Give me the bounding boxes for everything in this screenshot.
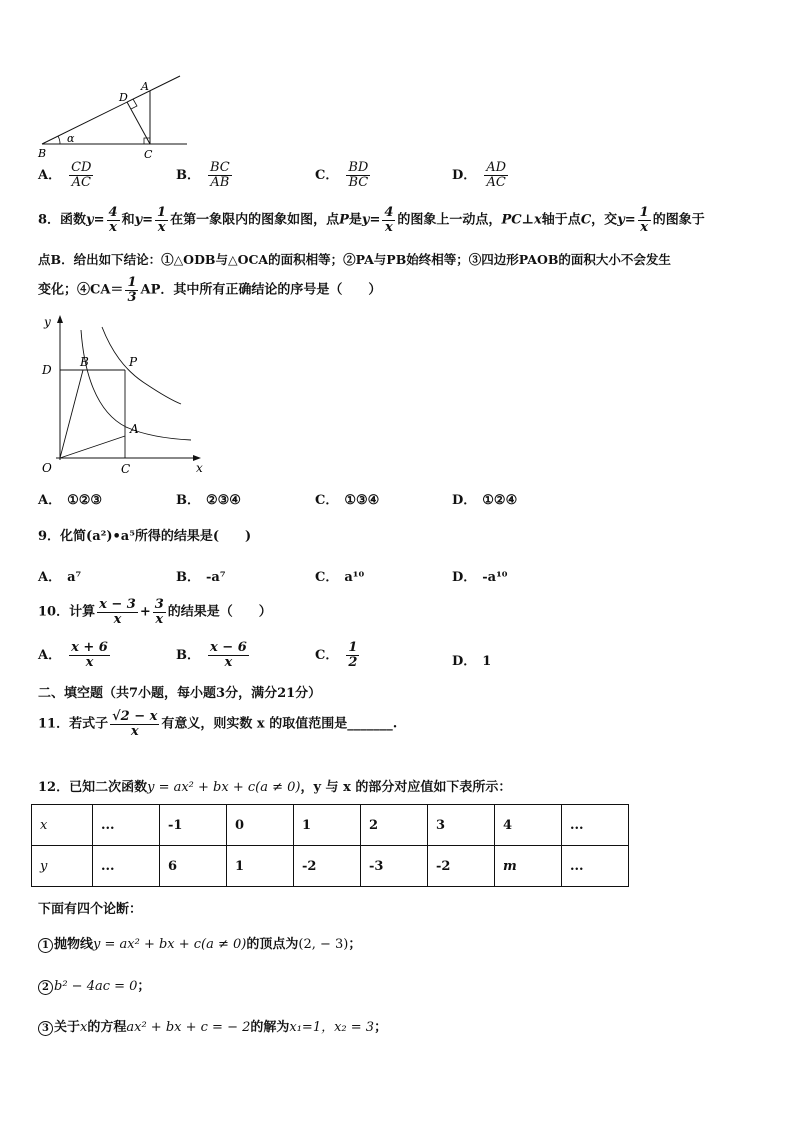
- label-b: B: [38, 147, 47, 160]
- q9-stem: 9．化简(a²)•a⁵所得的结果是( ): [38, 529, 252, 544]
- label-b: B: [80, 355, 89, 369]
- table-cell: m: [495, 846, 562, 887]
- formula: y = ax² + bx + c(a ≠ 0): [93, 937, 247, 952]
- option-letter: C．: [315, 493, 339, 508]
- table-cell: -3: [361, 846, 428, 887]
- table-cell: 6: [160, 846, 227, 887]
- text: 关于: [54, 1020, 81, 1035]
- text: 的方程: [87, 1020, 127, 1035]
- option-letter: D．: [452, 570, 477, 585]
- numerator: 1: [639, 205, 649, 220]
- denominator: x: [640, 219, 649, 235]
- option-text: ①②④: [482, 493, 518, 508]
- q10-stem: [38, 598, 272, 626]
- text: ；: [348, 937, 362, 952]
- text: 轴于点: [541, 212, 581, 228]
- q12-statement-1: [38, 933, 361, 953]
- right-angle-d: [131, 99, 137, 109]
- q9-option-a[interactable]: [38, 566, 81, 585]
- table-cell: ...: [562, 805, 629, 846]
- denominator: x: [155, 611, 164, 627]
- label-o: O: [42, 461, 52, 475]
- option-letter: A．: [38, 493, 62, 508]
- label-d: D: [119, 91, 128, 104]
- table-cell: ...: [93, 846, 160, 887]
- option-letter: B．: [176, 167, 200, 183]
- plus: +: [139, 604, 151, 620]
- text: 12．已知二次函数: [38, 780, 148, 795]
- denominator: x: [157, 219, 166, 235]
- label-p: P: [129, 355, 138, 369]
- denominator: AC: [71, 174, 91, 190]
- denominator: x: [224, 654, 233, 670]
- q9-option-d[interactable]: [452, 566, 508, 585]
- table-cell: ...: [93, 805, 160, 846]
- text: C: [580, 212, 592, 228]
- numerator: x − 6: [210, 640, 247, 655]
- text: ，y 与 x 的部分对应值如下表所示：: [300, 780, 512, 795]
- q7-option-a[interactable]: [38, 161, 95, 189]
- denominator: 3: [127, 289, 137, 305]
- option-letter: D．: [452, 167, 477, 183]
- denominator: x: [85, 654, 94, 670]
- q12-statement-2: [38, 975, 150, 995]
- angle-arc: [58, 136, 60, 144]
- text: ；: [137, 979, 151, 994]
- q9-option-c[interactable]: [315, 566, 364, 585]
- q12-statement-3: [38, 1016, 387, 1036]
- circled-number-1: 1: [38, 938, 53, 953]
- line-ob: [60, 370, 83, 458]
- numerator: 1: [127, 275, 137, 290]
- option-text: -a¹⁰: [482, 570, 508, 585]
- numerator: x + 6: [71, 640, 108, 655]
- q12-judge-title: 下面有四个论断：: [38, 902, 143, 917]
- option-text: a¹⁰: [344, 570, 365, 585]
- option-letter: D．: [452, 493, 477, 508]
- text: P: [339, 212, 349, 228]
- table-cell: -2: [428, 846, 495, 887]
- text: 和: [121, 212, 135, 228]
- text: 11．若式子: [38, 716, 109, 732]
- option-letter: C．: [315, 570, 339, 585]
- text: 抛物线: [54, 937, 94, 952]
- table-cell: y: [32, 846, 93, 887]
- label-y: y: [44, 315, 51, 329]
- numerator: √2 − x: [112, 709, 158, 724]
- line-ba: [42, 76, 180, 144]
- option-letter: A．: [38, 570, 62, 585]
- denominator: BC: [348, 174, 369, 190]
- option-text: a⁷: [67, 570, 82, 585]
- label-a: A: [141, 80, 149, 93]
- curve-4x: [102, 327, 181, 404]
- text: 的图象于: [652, 212, 705, 228]
- option-letter: B．: [176, 493, 200, 508]
- q8-line3: [38, 276, 381, 304]
- numerator: 4: [108, 205, 118, 220]
- label-d: D: [42, 363, 52, 377]
- text: AP．其中所有正确结论的序号是（ ）: [140, 282, 382, 298]
- denominator: AC: [486, 174, 506, 190]
- q10-option-b[interactable]: [176, 641, 251, 669]
- denominator: 2: [348, 654, 358, 670]
- formula: x₁=1，x₂ = 3: [289, 1020, 375, 1035]
- table-cell: -2: [294, 846, 361, 887]
- formula: b² − 4ac = 0: [54, 979, 138, 994]
- q11-stem: [38, 710, 397, 738]
- q8-line1: 8．函数y= $\frac{4}{x}$ 和y= $\frac{1}{x}$ 在第一象限内的图象如图，点P是y= $\frac{4}{x}$ 的图象上一动点，PC⊥x轴于点C，交y= $\frac{1}{x}$ 的图象于: [38, 205, 705, 235]
- option-letter: B．: [176, 570, 200, 585]
- q8-option-b[interactable]: [176, 489, 241, 508]
- option-letter: C．: [315, 647, 339, 663]
- text: 的解为: [250, 1020, 290, 1035]
- text: 的顶点为: [246, 937, 299, 952]
- text: ；: [374, 1020, 388, 1035]
- q8-figure: [36, 312, 208, 480]
- numerator: 3: [154, 597, 164, 612]
- table-cell: 1: [227, 846, 294, 887]
- text: 8．函数: [38, 212, 87, 228]
- q7-figure: [30, 70, 200, 162]
- label-c: C: [121, 462, 131, 476]
- denominator: x: [130, 723, 139, 739]
- denominator: x: [113, 611, 122, 627]
- y-arrow: [57, 315, 63, 323]
- q12-stem: [38, 776, 511, 795]
- table-row: [32, 846, 629, 887]
- label-x: x: [196, 461, 203, 475]
- q8-option-d[interactable]: [452, 489, 517, 508]
- label-alpha: α: [67, 132, 75, 145]
- label-a: A: [130, 422, 139, 436]
- text: 有意义，则实数 x 的取值范围是_______.: [161, 716, 398, 732]
- option-text: 1: [482, 654, 492, 669]
- q10-option-a[interactable]: [38, 641, 112, 669]
- table-cell: 4: [495, 805, 562, 846]
- denominator: AB: [210, 174, 230, 190]
- option-text: ②③④: [206, 493, 241, 508]
- formula: ax² + bx + c = − 2: [126, 1020, 251, 1035]
- table-cell: 2: [361, 805, 428, 846]
- q12-table: [31, 804, 629, 887]
- option-text: ①②③: [67, 493, 103, 508]
- table-cell: 3: [428, 805, 495, 846]
- circled-number-2: 2: [38, 980, 53, 995]
- text: PC⊥x: [501, 212, 542, 228]
- numerator: 1: [348, 640, 358, 655]
- text: 在第一象限内的图象如图，点: [170, 212, 340, 228]
- text: 的结果是（ ）: [167, 604, 272, 620]
- formula: (2, − 3): [298, 937, 349, 952]
- numerator: BC: [210, 160, 230, 175]
- denominator: x: [109, 219, 117, 235]
- text: 是: [348, 212, 362, 228]
- option-text: -a⁷: [206, 570, 226, 585]
- table-cell: 1: [294, 805, 361, 846]
- option-letter: A．: [38, 647, 62, 663]
- option-letter: A．: [38, 167, 62, 183]
- line-oa: [60, 436, 125, 458]
- section-heading: 二、填空题（共7小题，每小题3分，满分21分）: [38, 686, 322, 701]
- text: 10．计算: [38, 604, 96, 620]
- table-row: [32, 805, 629, 846]
- option-text: ①③④: [344, 493, 380, 508]
- numerator: CD: [71, 160, 92, 175]
- q7-option-c[interactable]: [315, 161, 372, 189]
- text: 变化；④CA＝: [38, 282, 124, 298]
- q7-option-b[interactable]: [176, 161, 234, 189]
- numerator: AD: [486, 160, 507, 175]
- numerator: x − 3: [99, 597, 136, 612]
- numerator: 1: [157, 205, 167, 220]
- numerator: BD: [348, 160, 369, 175]
- formula: y = ax² + bx + c(a ≠ 0): [147, 780, 301, 795]
- option-letter: B．: [176, 647, 200, 663]
- option-letter: C．: [315, 167, 339, 183]
- table-cell: 0: [227, 805, 294, 846]
- q10-option-c[interactable]: [315, 641, 361, 669]
- text: ，交: [591, 212, 618, 228]
- option-letter: D．: [452, 654, 477, 669]
- denominator: x: [385, 219, 393, 235]
- q7-option-d[interactable]: [452, 161, 510, 189]
- formula: x: [80, 1020, 88, 1035]
- circled-number-3: 3: [38, 1021, 53, 1036]
- q10-option-d[interactable]: [452, 650, 491, 669]
- numerator: 4: [384, 205, 394, 220]
- q8-option-a[interactable]: [38, 489, 102, 508]
- table-cell: -1: [160, 805, 227, 846]
- table-cell: x: [32, 805, 93, 846]
- q8-option-c[interactable]: [315, 489, 379, 508]
- label-c: C: [144, 148, 153, 161]
- text: 的图象上一动点，: [397, 212, 502, 228]
- q8-line2: 点B．给出如下结论：①△ODB与△OCA的面积相等；②PA与PB始终相等；③四边形PAOB的面积大小不会发生: [38, 252, 671, 267]
- q9-option-b[interactable]: [176, 566, 226, 585]
- table-cell: ...: [562, 846, 629, 887]
